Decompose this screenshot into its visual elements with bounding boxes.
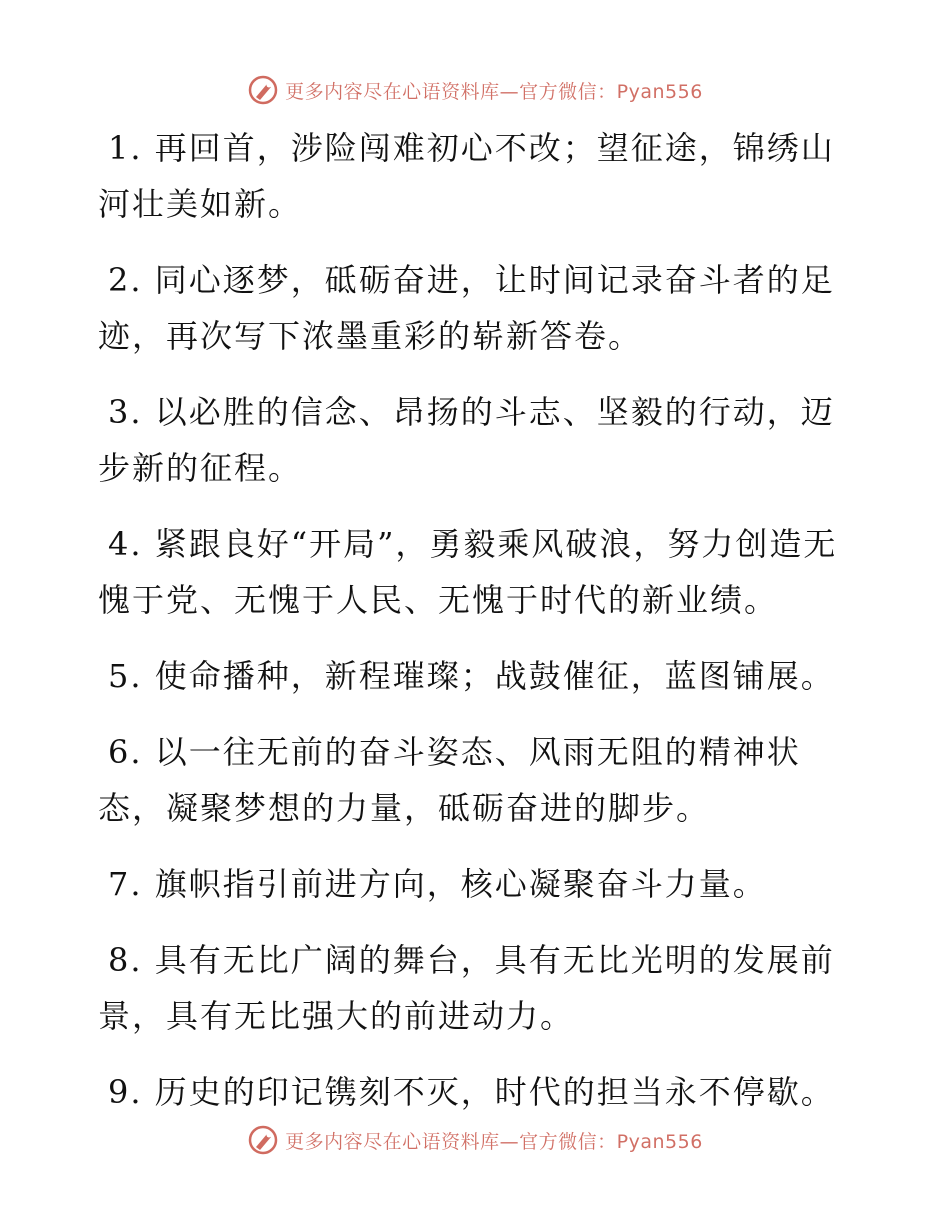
pen-logo-icon: [247, 74, 279, 106]
header-banner-text: 更多内容尽在心语资料库—官方微信：Pyan556: [285, 80, 703, 103]
footer-banner: [0, 1120, 950, 1160]
list-item: 9. 历史的印记镌刻不灭，时代的担当永不停歇。: [108, 1073, 835, 1111]
list-item: 7. 旗帜指引前进方向，核心凝聚奋斗力量。: [108, 865, 767, 903]
pen-logo-icon: [247, 1124, 279, 1156]
list-item: 3. 以必胜的信念、昂扬的斗志、坚毅的行动，迈步新的征程。: [98, 393, 835, 487]
list-item: 6. 以一往无前的奋斗姿态、风雨无阻的精神状态，凝聚梦想的力量，砥砺奋进的脚步。: [98, 733, 801, 827]
list-item: 5. 使命播种，新程璀璨；战鼓催征，蓝图铺展。: [108, 657, 835, 695]
list-item: 1. 再回首，涉险闯难初心不改；望征途，锦绣山河壮美如新。: [98, 129, 835, 223]
footer-banner-text: 更多内容尽在心语资料库—官方微信：Pyan556: [285, 1130, 703, 1153]
document-body: [98, 120, 838, 1140]
list-item: 8. 具有无比广阔的舞台，具有无比光明的发展前景，具有无比强大的前进动力。: [98, 941, 835, 1035]
list-item: 4. 紧跟良好“开局”，勇毅乘风破浪，努力创造无愧于党、无愧于人民、无愧于时代的新业绩。: [98, 525, 838, 619]
list-item: 2. 同心逐梦，砥砺奋进，让时间记录奋斗者的足迹，再次写下浓墨重彩的崭新答卷。: [98, 261, 835, 355]
header-banner: [0, 70, 950, 110]
